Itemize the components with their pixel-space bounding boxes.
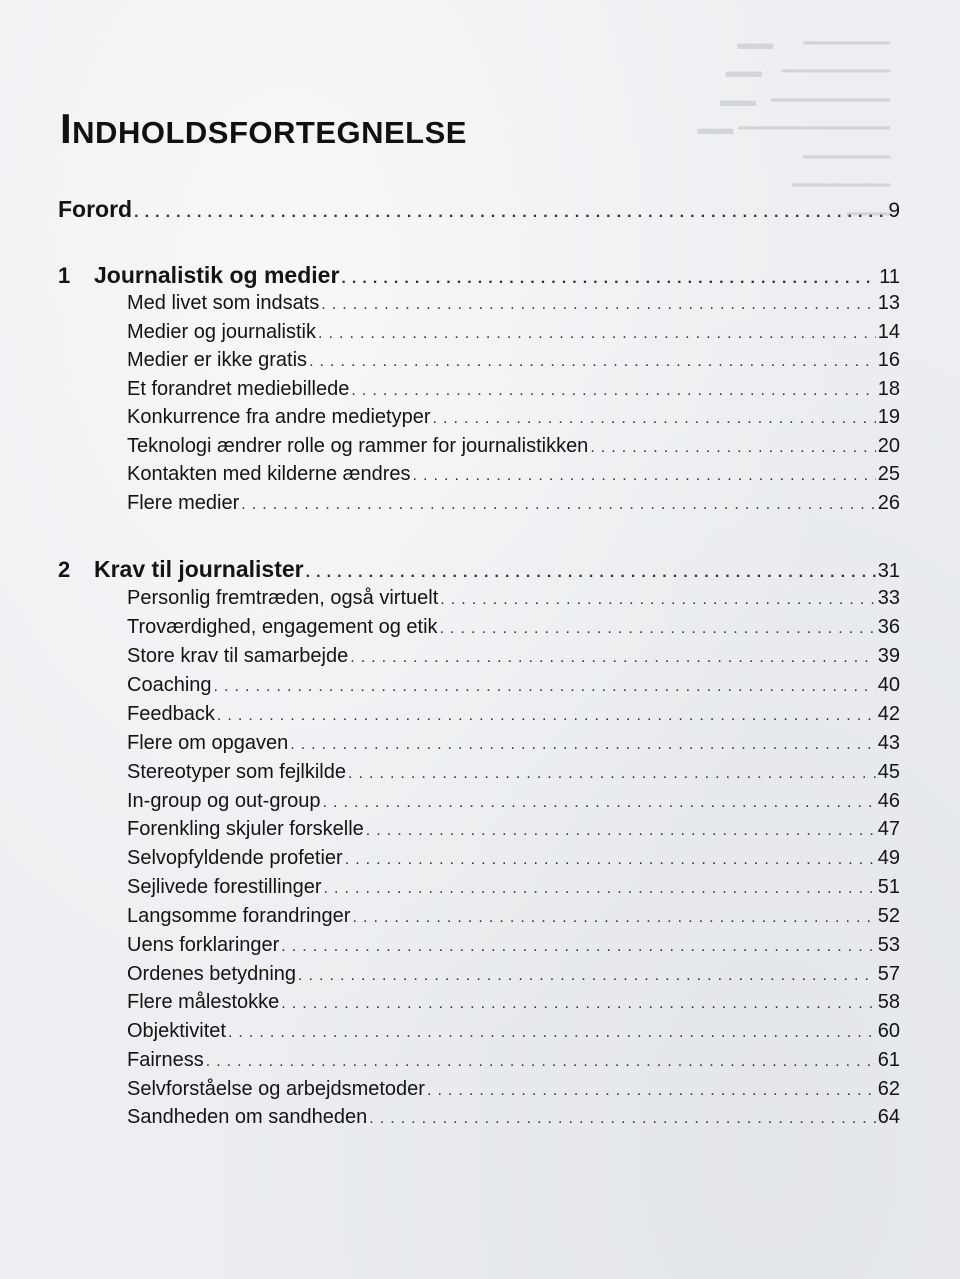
toc-section[interactable] xyxy=(127,321,900,344)
toc-page-number: 46 xyxy=(877,789,900,812)
toc-section[interactable] xyxy=(127,378,900,401)
dot-leader xyxy=(306,564,876,582)
toc-page-number: 64 xyxy=(877,1106,900,1128)
dot-leader xyxy=(348,765,876,783)
section-title: Konkurrence fra andre medietyper xyxy=(127,406,431,428)
toc-entry-preface[interactable] xyxy=(58,196,900,223)
dot-leader xyxy=(433,410,876,428)
dot-leader xyxy=(345,851,876,869)
toc-page-number: 62 xyxy=(877,1077,900,1100)
dot-leader xyxy=(321,296,875,314)
toc-page-number: 39 xyxy=(877,645,900,667)
toc-page-number: 19 xyxy=(877,406,900,428)
toc-section[interactable] xyxy=(127,963,900,986)
toc-page-number: 51 xyxy=(877,876,900,898)
toc-section[interactable] xyxy=(127,1078,900,1101)
toc-chapter-2[interactable] xyxy=(58,556,900,583)
toc-chapter-1[interactable] xyxy=(58,262,900,289)
section-title: Flere om opgaven xyxy=(127,732,289,754)
toc-page-number: 20 xyxy=(877,434,900,457)
section-title: Fairness xyxy=(127,1049,204,1071)
dot-leader xyxy=(440,591,876,609)
dot-leader xyxy=(241,496,875,514)
toc-section[interactable] xyxy=(127,703,900,726)
toc-page-number: 14 xyxy=(877,320,900,343)
toc-page-number: 43 xyxy=(877,732,900,754)
toc-page-number: 47 xyxy=(877,818,900,840)
section-title: Store krav til samarbejde xyxy=(127,645,349,667)
section-title: Flere medier xyxy=(127,491,240,514)
dot-leader xyxy=(366,822,876,840)
section-title: Teknologi ændrer rolle og rammer for journalistikken xyxy=(127,434,589,457)
toc-section[interactable] xyxy=(127,1049,900,1072)
toc-section[interactable] xyxy=(127,1020,900,1043)
section-title: Medier er ikke gratis xyxy=(127,349,308,371)
toc-page-number: 31 xyxy=(877,560,900,582)
toc-page-number: 33 xyxy=(877,587,900,609)
toc-section[interactable] xyxy=(127,616,900,639)
toc-section[interactable] xyxy=(127,905,900,928)
page-title xyxy=(60,105,467,153)
dot-leader xyxy=(590,439,875,457)
toc-page-number: 53 xyxy=(877,933,900,956)
dot-leader xyxy=(281,995,875,1013)
chapter-title: Krav til journalister xyxy=(94,556,304,582)
section-title: Kontakten med kilderne ændres xyxy=(127,463,411,485)
section-title: Stereotyper som fejlkilde xyxy=(127,760,346,783)
section-title: Forenkling skjuler forskelle xyxy=(127,818,364,840)
dot-leader xyxy=(427,1082,876,1100)
dot-leader xyxy=(324,880,876,898)
dot-leader xyxy=(341,270,877,288)
toc-section[interactable] xyxy=(127,587,900,610)
toc-page-number: 36 xyxy=(877,616,900,638)
toc-section[interactable] xyxy=(127,492,900,515)
section-title: Coaching xyxy=(127,674,212,696)
section-title: Feedback xyxy=(127,703,215,725)
toc-section[interactable] xyxy=(127,761,900,784)
toc-section[interactable] xyxy=(127,934,900,957)
toc-section[interactable] xyxy=(127,991,900,1014)
reverse-page-bleed-through: ━━━━━━━━ ▬▬ ━━━━━━━━━━ ▬▬ ━━━━━━━━━━━ ▬▬ ━━━━━━━━━━━━━━ ▬▬ ━━━━━━━━ ━━━━━━━━━ ━━━━ xyxy=(697,32,890,224)
dot-leader xyxy=(214,678,876,696)
toc-page-number: 26 xyxy=(877,491,900,514)
dot-leader xyxy=(322,794,875,812)
dot-leader xyxy=(369,1110,876,1128)
toc-page-number: 57 xyxy=(877,962,900,985)
chapter-number: 1 xyxy=(58,263,71,288)
dot-leader xyxy=(298,967,876,985)
toc-section[interactable] xyxy=(127,732,900,755)
section-title: Medier og journalistik xyxy=(127,320,316,343)
section-title: Sejlivede forestillinger xyxy=(127,876,322,898)
toc-page-number: 18 xyxy=(877,377,900,400)
toc-section[interactable] xyxy=(127,1106,900,1129)
section-title: Langsomme forandringer xyxy=(127,905,351,927)
section-title: Uens forklaringer xyxy=(127,933,280,956)
section-title: Selvforståelse og arbejdsmetoder xyxy=(127,1077,425,1100)
toc-section[interactable] xyxy=(127,876,900,899)
dot-leader xyxy=(206,1053,876,1071)
dot-leader xyxy=(440,620,876,638)
toc-page-number: 42 xyxy=(877,703,900,725)
section-title: Ordenes betydning xyxy=(127,962,297,985)
toc-page-number: 9 xyxy=(888,199,900,222)
dot-leader xyxy=(281,938,875,956)
toc-page-number: 58 xyxy=(877,991,900,1013)
toc-page-number: 11 xyxy=(879,266,900,288)
toc-page-number: 49 xyxy=(877,847,900,869)
chapter-number: 2 xyxy=(58,557,71,582)
toc-entry-label: Forord xyxy=(58,196,133,222)
toc-page-number: 40 xyxy=(877,674,900,696)
toc-page-number: 16 xyxy=(877,349,900,371)
toc-section[interactable] xyxy=(127,790,900,813)
toc-page-number: 13 xyxy=(877,292,900,314)
section-title: Objektivitet xyxy=(127,1020,226,1042)
section-title: Et forandret mediebillede xyxy=(127,377,350,400)
dot-leader xyxy=(217,707,876,725)
section-title: Troværdighed, engagement og etik xyxy=(127,616,438,638)
toc-page-number: 45 xyxy=(877,760,900,783)
section-title: Selvopfyldende profetier xyxy=(127,847,343,869)
dot-leader xyxy=(318,325,876,343)
section-title: Flere målestokke xyxy=(127,991,280,1013)
toc-section[interactable] xyxy=(127,645,900,668)
toc-page-number: 52 xyxy=(877,905,900,927)
page-title-rest: NDHOLDSFORTEGNELSE xyxy=(72,115,467,151)
section-title: Personlig fremtræden, også virtuelt xyxy=(127,587,439,609)
toc-page-number: 60 xyxy=(877,1020,900,1042)
dot-leader xyxy=(134,204,886,222)
dot-leader xyxy=(351,382,875,400)
dot-leader xyxy=(413,467,876,485)
toc-section[interactable] xyxy=(127,406,900,429)
toc-section[interactable] xyxy=(127,847,900,870)
section-title: Med livet som indsats xyxy=(127,292,320,314)
toc-section[interactable] xyxy=(127,674,900,697)
page-title-initial: I xyxy=(60,105,73,153)
toc-section[interactable] xyxy=(127,463,900,486)
section-title: Sandheden om sandheden xyxy=(127,1106,368,1128)
toc-page-number: 25 xyxy=(877,463,900,485)
chapter-title: Journalistik og medier xyxy=(94,262,340,288)
toc-section[interactable] xyxy=(127,349,900,372)
toc-section[interactable] xyxy=(127,292,900,315)
dot-leader xyxy=(352,909,875,927)
toc-page-number: 61 xyxy=(877,1049,900,1071)
dot-leader xyxy=(290,736,876,754)
section-title: In-group og out-group xyxy=(127,789,321,812)
dot-leader xyxy=(228,1024,876,1042)
dot-leader xyxy=(350,649,876,667)
toc-section[interactable] xyxy=(127,818,900,841)
dot-leader xyxy=(309,353,876,371)
toc-section[interactable] xyxy=(127,435,900,458)
